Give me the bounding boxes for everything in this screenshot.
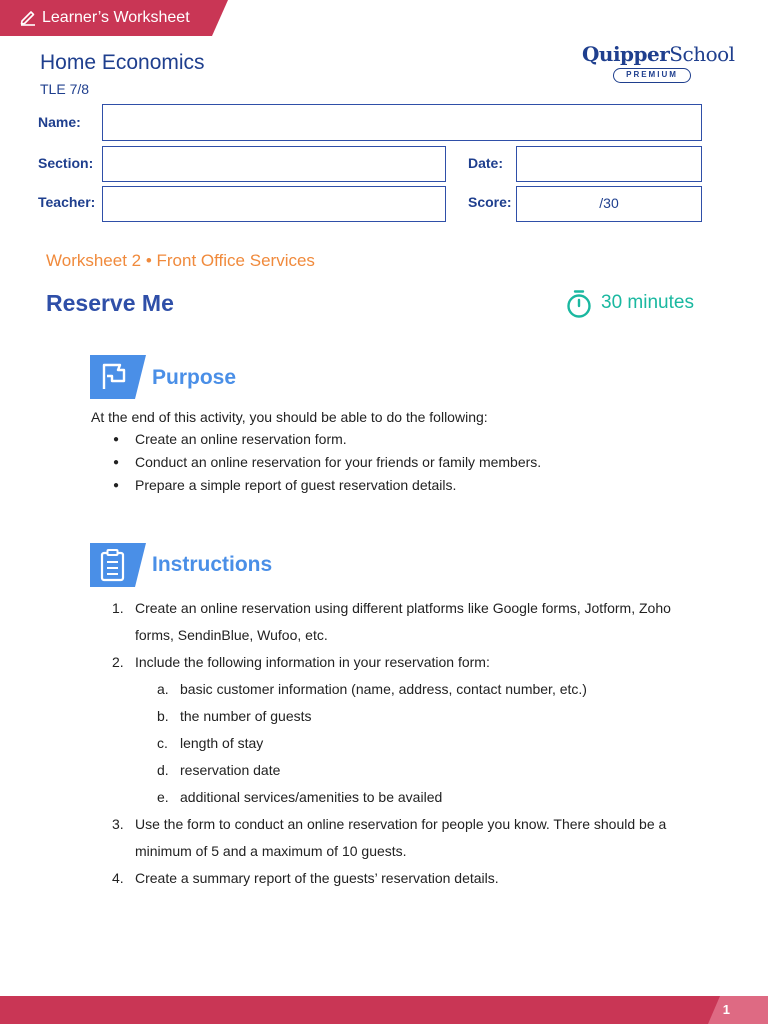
step-number: 2. <box>112 654 124 670</box>
sub-letter: c. <box>157 735 168 751</box>
section-field[interactable] <box>102 146 446 182</box>
step-text: Create an online reservation using different platforms like Google forms, Jotform, Zoho forms, SendinBlue, Wufoo, etc. <box>135 600 671 643</box>
step-number: 1. <box>112 600 124 616</box>
subject-title: Home Economics <box>40 51 205 74</box>
list-item <box>112 649 672 811</box>
logo-tier-badge: PREMIUM <box>613 68 691 83</box>
date-field[interactable] <box>516 146 702 182</box>
page-number: 1 <box>722 1002 730 1017</box>
list-item <box>112 811 672 865</box>
banner-label: Learner’s Worksheet <box>42 9 190 26</box>
clipboard-icon <box>90 543 146 587</box>
sub-list <box>135 676 672 811</box>
step-text: Create a summary report of the guests’ reservation details. <box>135 870 499 886</box>
duration-text: 30 minutes <box>601 292 694 313</box>
logo-wordmark <box>582 42 735 66</box>
date-label: Date: <box>468 155 504 171</box>
worksheet-title: Reserve Me <box>46 290 174 316</box>
stopwatch-icon <box>566 289 592 319</box>
score-value: /30 <box>599 195 619 211</box>
page-tab <box>708 996 768 1024</box>
sub-text: additional services/amenities to be availed <box>180 789 443 805</box>
grade-level: TLE 7/8 <box>40 81 90 97</box>
sub-text: the number of guests <box>180 708 312 724</box>
sub-list-item <box>157 676 672 703</box>
list-item: ● Conduct an online reservation for your friends or family members. <box>113 451 541 474</box>
sub-letter: a. <box>157 681 169 697</box>
step-number: 3. <box>112 816 124 832</box>
score-label: Score: <box>468 194 512 210</box>
list-item <box>112 865 672 892</box>
sub-letter: b. <box>157 708 169 724</box>
name-label: Name: <box>38 114 81 130</box>
quipper-logo <box>582 42 735 83</box>
step-text: Use the form to conduct an online reservation for people you know. There should be a minimum of 5 and a maximum of 10 guests. <box>135 816 667 859</box>
section-label: Section: <box>38 155 94 171</box>
score-field[interactable] <box>516 186 702 222</box>
logo-brand-bold: Quipper <box>582 42 670 66</box>
sub-text: reservation date <box>180 762 281 778</box>
instructions-heading: Instructions <box>152 553 273 576</box>
step-text: Include the following information in your reservation form: <box>135 654 490 670</box>
worksheet-subtitle: Worksheet 2 • Front Office Services <box>46 251 315 270</box>
instructions-list <box>112 595 672 892</box>
sub-list-item <box>157 784 672 811</box>
teacher-label: Teacher: <box>38 194 96 210</box>
sub-list-item <box>157 703 672 730</box>
pencil-icon <box>19 8 37 26</box>
list-item: ● Create an online reservation form. <box>113 428 541 451</box>
name-field[interactable] <box>102 104 702 141</box>
teacher-field[interactable] <box>102 186 446 222</box>
sub-text: basic customer information (name, address, contact number, etc.) <box>180 681 587 697</box>
worksheet-banner <box>0 0 228 36</box>
logo-brand-regular: School <box>669 42 735 66</box>
sub-letter: d. <box>157 762 169 778</box>
sub-text: length of stay <box>180 735 264 751</box>
sub-letter: e. <box>157 789 169 805</box>
purpose-list <box>113 428 541 497</box>
step-number: 4. <box>112 870 124 886</box>
purpose-heading: Purpose <box>152 366 237 389</box>
list-item <box>112 595 672 649</box>
sub-list-item <box>157 730 672 757</box>
sub-list-item <box>157 757 672 784</box>
list-item: ● Prepare a simple report of guest reservation details. <box>113 474 541 497</box>
flag-icon <box>90 355 146 399</box>
purpose-intro: At the end of this activity, you should be able to do the following: <box>91 409 488 425</box>
footer-bar <box>0 996 768 1024</box>
